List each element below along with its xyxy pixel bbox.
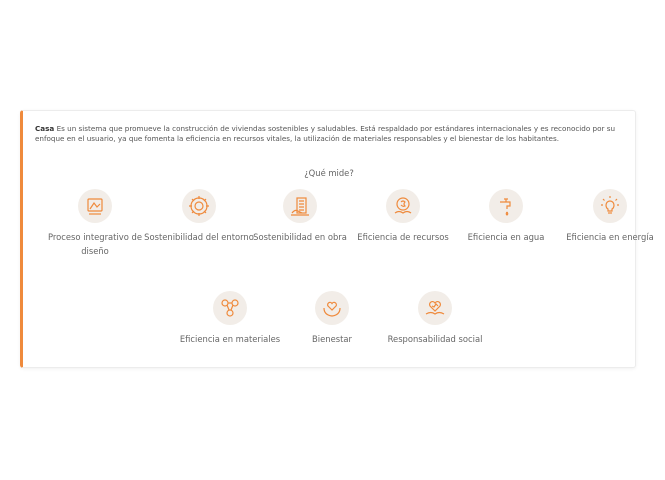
heart-hands-icon — [315, 291, 349, 325]
environment-icon — [182, 189, 216, 223]
feature-wellbeing — [277, 291, 387, 346]
resources-icon — [386, 189, 420, 223]
materials-icon — [213, 291, 247, 325]
feature-social-responsibility — [380, 291, 490, 346]
feature-label: Sostenibilidad del entorno — [144, 232, 254, 242]
section-question: ¿Qué mide? — [304, 168, 354, 178]
description — [35, 124, 631, 143]
feature-label: Eficiencia en energía — [566, 232, 654, 242]
feature-label: Eficiencia de recursos — [357, 232, 449, 242]
feature-construction — [245, 189, 355, 244]
water-tap-icon — [489, 189, 523, 223]
feature-label: Eficiencia en materiales — [179, 334, 281, 344]
feature-materials — [175, 291, 285, 346]
feature-water — [451, 189, 561, 244]
feature-label: Sostenibilidad en obra — [253, 232, 347, 242]
social-heart-icon — [418, 291, 452, 325]
description-text: Es un sistema que promueve la construcción de viviendas sostenibles y saludables. Está respaldado por estándares internacionales y es reconocido por su enfoque en el usuario, ya que fomenta la eficiencia en recursos vitales, la utilización de materiales responsables y el bienestar de los habitantes. — [35, 124, 616, 143]
construction-icon — [283, 189, 317, 223]
design-process-icon — [78, 189, 112, 223]
feature-environment — [144, 189, 254, 244]
casa-info-card — [20, 110, 654, 368]
feature-label: Eficiencia en agua — [467, 232, 545, 242]
feature-label: Responsabilidad social — [387, 334, 483, 344]
brand-name: Casa — [35, 124, 55, 133]
feature-label: Bienestar — [312, 334, 352, 344]
feature-label: Proceso integrativo de diseño — [48, 232, 142, 256]
feature-resources — [348, 189, 458, 244]
feature-design-process — [40, 189, 150, 258]
lightbulb-icon — [593, 189, 627, 223]
feature-energy — [555, 189, 665, 244]
